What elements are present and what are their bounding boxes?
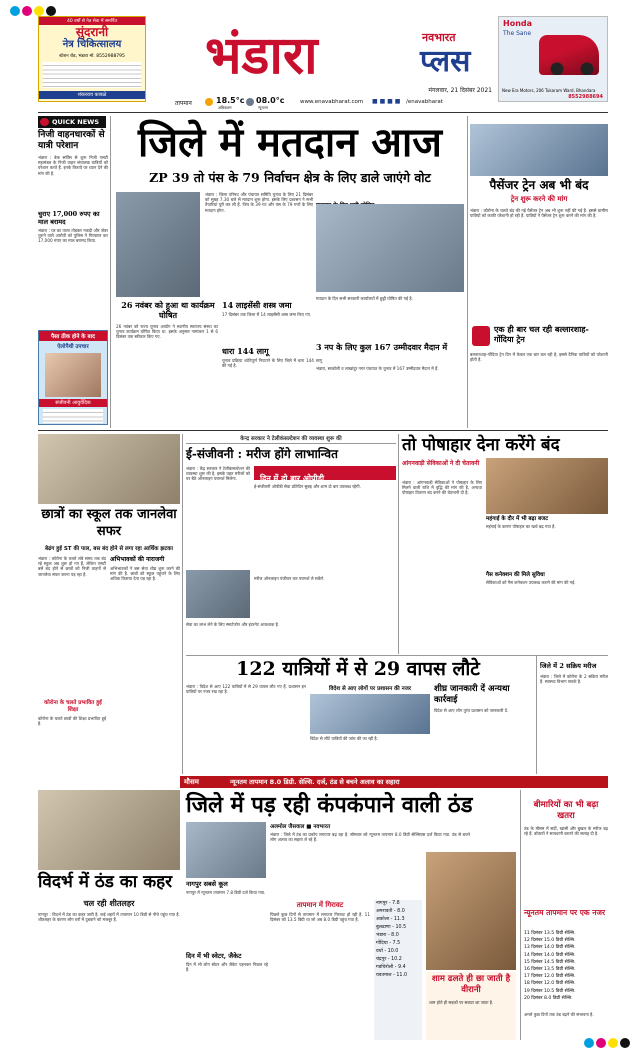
dec-temp-row: 18 दिसंबर 12.0 डिग्री सेल्सि. (524, 981, 576, 987)
nutrition-box2-title: गैस कनेक्शन की मिले सुविधा (486, 572, 545, 578)
dec-temp-row: 13 दिसंबर 14.0 डिग्री सेल्सि. (524, 945, 576, 951)
doctor-photo (186, 570, 250, 618)
sweater-box-body: दिन में भी लोग स्वेटर और जैकेट पहनकर निकल रहे हैं. (186, 962, 268, 973)
nutrition-subhead: आंगनवाड़ी सेविकाओं ने दी चेतावनी (402, 460, 480, 467)
temp-min-label: न्यूनतम (258, 105, 268, 110)
anganwadi-photo (486, 458, 608, 514)
quick-news-label (38, 116, 106, 128)
weather-band-label: मौसम (184, 778, 199, 786)
weather-body-1: भंडारा : जिले में ठंड का प्रकोप लगातार बढ़ रहा है. सोमवार को न्यूनतम तापमान 8.0 डिग्री सेल्सियस दर्ज किया गया. ठंड से बचने लोग अलाव का सहारा ले रहे हैं. (270, 832, 470, 843)
ad-left-bottom: शंकरराव कावळे (39, 91, 145, 99)
lead-photo-caption (316, 192, 464, 204)
city-temps-list (374, 900, 422, 1040)
nutrition-body-1: भंडारा : आंगनवाड़ी सेविकाओं ने पोषाहार के लिए मिलने वाली राशि में वृद्धि की मांग की है, अन्यथा पोषाहार वितरण बंद करने की चेतावनी दी है. (402, 480, 482, 496)
lead-box2-title: 14 लाइसेंसी शस्त्र जमा (222, 300, 292, 310)
sun-icon (205, 98, 213, 106)
esanjeevani-body-3: मरीज ऑनलाइन पंजीयन कर परामर्श ले सकेंगे. (254, 576, 325, 581)
lead-box1-body: 26 नवंबर को राज्य चुनाव आयोग ने स्थानीय स्वराज्य संस्था का चुनाव कार्यक्रम घोषित किया था. इसके अनुसार नामांकन 1 से 6 दिसंबर तक स्वीकार किए गए. (116, 324, 218, 340)
ad-clinic-brand: ऐलोपैथी उपचार (57, 344, 89, 350)
ad-clinic-lines (43, 409, 103, 423)
registration-mark (10, 6, 20, 16)
train-body: भंडारा : कोरोना के चलते बंद की गई पैसेंजर ट्रेन अब भी शुरू नहीं की गई है. इससे ग्रामीण यात्रियों को काफी परेशानी हो रही है. यात्रियों ने पैसेंजर ट्रेन शुरू करने की मांग की है. (470, 208, 608, 219)
esanjeevani-body-4: सेवा का लाभ लेने के लिए स्मार्टफोन और इंटरनेट आवश्यक है. (186, 622, 280, 627)
disease-title: बीमारियों का भी बढ़ा खतरा (533, 800, 599, 821)
ad-left-title: नेत्र चिकित्सालय (62, 39, 122, 50)
train-headline: पैसेंजर ट्रेन अब भी बंद (489, 178, 589, 192)
quick-news-body-2: भंडारा : घर का ताला तोड़कर नकदी और जेवर चुराने वाले आरोपी को पुलिस ने गिरफ्तार कर 17,000 रुपए का माल बरामद किया. (38, 228, 108, 244)
ad-right-honda (498, 16, 608, 102)
quick-news-title-2: चुराए 17,000 रुपए का माल बरामद (38, 210, 100, 226)
temp-drop-body: पिछले कुछ दिनों से तापमान में लगातार गिरावट हो रही है. 11 दिसंबर को 13.5 डिग्री था जो अब 8.0 डिग्री पहुंच गया है. (270, 912, 370, 923)
quick-news-label-text: QUICK NEWS (52, 118, 100, 126)
registration-mark (584, 1038, 594, 1048)
vidarbha-subhead: चल रही शीतलहर (83, 899, 135, 908)
ad-left-top: 40 वर्षों से नेत्र सेवा में समर्पित (39, 17, 145, 25)
nutrition-box1-title: महंगाई के दौर में भी बढ़ा बजट (486, 516, 548, 522)
train-box-body: बल्लारशाह-गोंदिया ट्रेन दिन में केवल एक बार चल रही है, इससे दैनिक यात्रियों को परेशानी होती है. (470, 352, 608, 363)
students-body-2: कोरोना के चलते छात्रों की शिक्षा प्रभावित हुई है. (38, 716, 106, 727)
cold-people-photo (38, 790, 180, 870)
quick-news-body-1: भंडारा : बेक सर्विस से शुरू निजी एसटी महामंडल के निजी वाहन संचालक यात्रियों को परेशान करते हैं. इनके किराये पर ध्यान देने की मांग की है. (38, 155, 108, 176)
dec-temp-row: 14 दिसंबर 14.0 डिग्री सेल्सि. (524, 952, 576, 958)
vidarbha-body: नागपुर : विदर्भ में ठंड का कहर जारी है. कई शहरों में तापमान 10 डिग्री से नीचे पहुंच गया है. शीतलहर के कारण लोग घरों में दुबकने को मजबूर हैं. (38, 912, 180, 923)
quick-news-logo-icon (40, 118, 49, 126)
weather-byline: अलमोल जैसवाल ■ नवभारत (270, 824, 331, 830)
train-box (470, 324, 608, 350)
ad-left-name: सुंदरानी (75, 25, 109, 39)
evening-caption: शाम ढलते ही छा जाती है वीरानी (431, 974, 511, 995)
center-band: केन्द्र सरकार ने टेलीकंसल्टेशन की व्यवस्था शुरू की (186, 434, 396, 444)
city-temp-row: चंद्रपुर - 10.2 (376, 957, 402, 962)
social-handle: /enavabharat (406, 99, 443, 105)
city-temp-row: भंडारा - 8.0 (376, 933, 399, 938)
temp-max: 18.5°c (216, 96, 245, 105)
masthead-date: मंगलवार, 21 दिसंबर 2021 (428, 87, 492, 94)
city-temp-row: वर्धा - 10.0 (376, 949, 399, 954)
lead-box3-title: धारा 144 लागू (222, 346, 269, 356)
lead-box3-body: चुनाव प्रक्रिया शांतिपूर्ण निपटाने के लिए जिले में धारा 144 लागू की गई है. (222, 358, 322, 369)
lead-box4-title: 3 नप के लिए कुल 167 उम्मीदवार मैदान में (316, 342, 448, 352)
esanjeevani-headline: ई-संजीवनी : मरीज होंगे लाभान्वित (186, 447, 338, 461)
airplane-photo (310, 694, 430, 734)
dec-temp-row: 15 दिसंबर 14.5 डिग्री सेल्सि. (524, 959, 576, 965)
weather-band-text: न्यूनतम तापमान 8.0 डिग्री. सेल्सि. दर्ज, ठंड से बचने अलाव का सहारा (230, 778, 400, 786)
city-temp-row: गडचिरोली - 9.4 (376, 965, 406, 970)
dec-temps-list (524, 930, 608, 1010)
nutrition-body-2: महंगाई के कारण पोषाहार का खर्च बढ़ गया है. (486, 524, 556, 529)
lead-subhead: ZP 39 तो पंस के 79 निर्वाचन क्षेत्र के लिए डाले जाएंगे वोट (149, 170, 431, 185)
social-icons: ■ ■ ■ ■ (372, 98, 401, 105)
patients-body: भंडारा : जिले में कोरोना के 2 सक्रिय मरीज हैं. स्वास्थ्य विभाग सतर्क है. (540, 674, 608, 685)
lead-body-2: मतदान के दिन सभी सरकारी कार्यालयों में छुट्टी घोषित की गई है. (316, 296, 413, 301)
quick-news-title-1: निजी वाहनधारकों से यात्री परेशान (38, 130, 105, 151)
nutrition-body-3: सेविकाओं को गैस कनेक्शन उपलब्ध कराने की मांग की गई. (486, 580, 576, 585)
registration-mark (22, 6, 32, 16)
city-temp-row: अकोला - 11.3 (376, 917, 405, 922)
lead-box1-title: 26 नवंबर को हुआ था कार्यक्रम घोषित (121, 300, 215, 320)
scooter-image (539, 35, 599, 75)
dec-temp-row: 16 दिसंबर 13.5 डिग्री सेल्सि. (524, 967, 576, 973)
weather-band (180, 776, 608, 788)
ad-clinic-photo (45, 353, 101, 397)
students-subhead: बेढंग हुई ST की पाल, बस बंद होने से लगा रहा आर्थिक झटका (45, 546, 173, 552)
evening-body: शाम होते ही सड़कों पर सन्नाटा छा जाता है. (429, 1000, 494, 1005)
lead-headline: जिले में मतदान आज (138, 119, 442, 166)
bonfire-photo (426, 852, 516, 970)
registration-mark (46, 6, 56, 16)
ad-right-address: New Era Motors, 206 Tukaram Ward, Bhandara (502, 88, 596, 93)
ad-right-brand: Honda (503, 19, 533, 28)
ad-clinic-footer: संजीवनी आयुर्वेदिक (39, 399, 107, 407)
sweater-box-title: दिन में भी स्वेटर, जैकेट (186, 952, 242, 960)
dec-temp-row: 20 दिसंबर 8.0 डिग्री सेल्सि. (524, 995, 573, 1001)
dec-temp-row: 19 दिसंबर 10.5 डिग्री सेल्सि. (524, 988, 576, 994)
temp-drop-title: तापमान में गिरावट (296, 900, 344, 909)
travelers-body-1: भंडारा : विदेश से आए 122 यात्रियों में से 29 वापस लौट गए हैं. प्रशासन इन यात्रियों पर नजर रख रहा है. (186, 684, 306, 695)
weather-strip (150, 96, 495, 110)
travelers-headline: 122 यात्रियों में से 29 वापस लौटे (236, 658, 480, 680)
travelers-subhead: विदेश से आए लोगों पर प्रशासन की नजर (328, 686, 412, 692)
train-photo (470, 124, 608, 176)
esanjeevani-box (254, 466, 396, 483)
ad-right-phone: 8552988694 (568, 94, 603, 100)
patients-title: जिले में 2 सक्रिय मरीज (540, 662, 597, 670)
masthead-sub2: प्लस (420, 44, 471, 79)
masthead-sub1: नवभारत (422, 31, 456, 44)
bus-stand-photo (38, 434, 180, 504)
train-icon (472, 326, 490, 346)
temp-min: 08.0°c (256, 96, 285, 105)
city-temp-row: यवतमाल - 11.0 (376, 973, 408, 978)
nagpur-body: नागपुर में न्यूनतम तापमान 7.8 डिग्री दर्ज किया गया. (186, 890, 266, 895)
lead-box2-body: 17 दिसंबर तक जिला में 14 लाइसेंसी शस्त्र जमा किए गए. (222, 312, 312, 317)
travelers-body-3: विदेश से आए लोग तुरंत प्रशासन को जानकारी दें. (434, 708, 509, 713)
students-box1-title: अभिभावकों की नाराजगी (110, 556, 165, 563)
registration-mark (608, 1038, 618, 1048)
ad-left-lines (43, 62, 141, 88)
ad-clinic-title: पैसा ठीक होने के बाद (39, 331, 107, 341)
ad-clinic (38, 330, 108, 425)
lead-body-1: भंडारा : जिला परिषद और पंचायत समिति चुनाव के लिए 21 दिसंबर को सुबह 7.30 बजे से मतदान शुरू होगा. इसके लिए प्रशासन ने सभी तैयारियां पूरी कर ली हैं. जिप के 39 गट और पंस के 79 गणों के लिए मतदान होगा. (205, 192, 313, 213)
esanjeevani-body-1: भंडारा : केंद्र सरकार ने टेलीकंसल्टेशन की व्यवस्था शुरू की है, इसके तहत मरीजों को घर बैठे ऑनलाइन परामर्श मिलेगा. (186, 466, 250, 482)
travelers-box-title: शीघ्र जानकारी दें अन्यथा कार्रवाई (434, 684, 510, 705)
weather-headline: जिले में पड़ रही कंपकंपाने वाली ठंड (186, 792, 473, 818)
ad-left-eye-hospital (38, 16, 146, 102)
dec-temp-row: 17 दिसंबर 12.0 डिग्री सेल्सि. (524, 974, 576, 980)
city-temp-row: बुलढाणा - 10.5 (376, 925, 407, 930)
esanjeevani-box-title: दिन में दो बार ओपीडी (260, 474, 325, 483)
city-temp-row: नागपुर - 7.8 (376, 901, 400, 906)
lead-photo-staff (316, 204, 464, 292)
masthead-title: भंडारा (205, 25, 318, 86)
dec-temp-row: 12 दिसंबर 15.0 डिग्री सेल्सि. (524, 938, 576, 944)
students-box2-title: कोरोना के चलते प्रभावित हुई शिक्षा (44, 700, 102, 713)
ad-left-address: स्टेशन रोड, भंडारा मो. 8552988795 (59, 54, 125, 59)
students-body-1: भंडारा : कोरोना के चलते लंबे समय तक बंद रहे स्कूल अब शुरू हो गए हैं, लेकिन एसटी बसें बंद होने से छात्रों को निजी वाहनों से जानलेवा सफर करना पड़ रहा है. (38, 556, 106, 577)
moon-icon (246, 98, 254, 106)
students-headline: छात्रों का स्कूल तक जानलेवा सफर (41, 507, 177, 539)
lead-box4-body: भंडारा, साकोली व लाखांदूर नगर पंचायत के चुनाव में 167 उम्मीदवार मैदान में हैं. (316, 366, 439, 371)
registration-mark (596, 1038, 606, 1048)
dec-temp-row: 11 दिसंबर 13.5 डिग्री सेल्सि. (524, 931, 576, 936)
min-temp-title: न्यूनतम तापमान पर एक नजर (524, 908, 606, 917)
registration-mark (620, 1038, 630, 1048)
registration-mark (34, 6, 44, 16)
train-box-title: एक ही बार चल रही बल्लारशाह-गोंदिया ट्रेन (494, 324, 589, 344)
city-temp-row: गोंदिया - 7.5 (376, 941, 401, 946)
evening-caption-box (426, 972, 516, 1040)
esanjeevani-body-2: ई-संजीवनी ओपीडी सेवा प्रतिदिन सुबह और शाम दो बार उपलब्ध रहेगी. (254, 484, 361, 489)
travelers-body-2: विदेश से लौटे यात्रियों की जांच की जा रही है. (310, 736, 378, 741)
vidarbha-headline: विदर्भ में ठंड का कहर (38, 872, 173, 892)
disease-body: ठंड के मौसम में सर्दी, खांसी और बुखार के मरीज बढ़ रहे हैं. डॉक्टरों ने सावधानी बरतने की सलाह दी है. (524, 826, 608, 837)
website: www.enavabharat.com (300, 99, 364, 105)
nutrition-headline: तो पोषाहार देना करेंगे बंद (402, 435, 560, 455)
city-temp-row: अमरावती - 8.0 (376, 909, 405, 914)
lead-photo-voters (116, 192, 200, 297)
ad-right-slogan: The Sane (503, 30, 532, 37)
nagpur-title: नागपुर सबसे कूल (186, 880, 228, 888)
fog-photo (186, 822, 266, 878)
min-temp-body: अगले कुछ दिनों तक ठंड बढ़ने की संभावना है. (524, 1012, 594, 1017)
temp-max-label: अधिकतम (218, 105, 232, 110)
train-subhead: ट्रेन शुरू करने की मांग (510, 195, 568, 203)
temp-label: तापमान (175, 100, 192, 107)
students-body-3: अभिभावकों ने बस सेवा शीघ्र शुरू करने की मांग की है. छात्रों को स्कूल पहुंचने के लिए अधिक किराया देना पड़ रहा है. (110, 566, 180, 582)
